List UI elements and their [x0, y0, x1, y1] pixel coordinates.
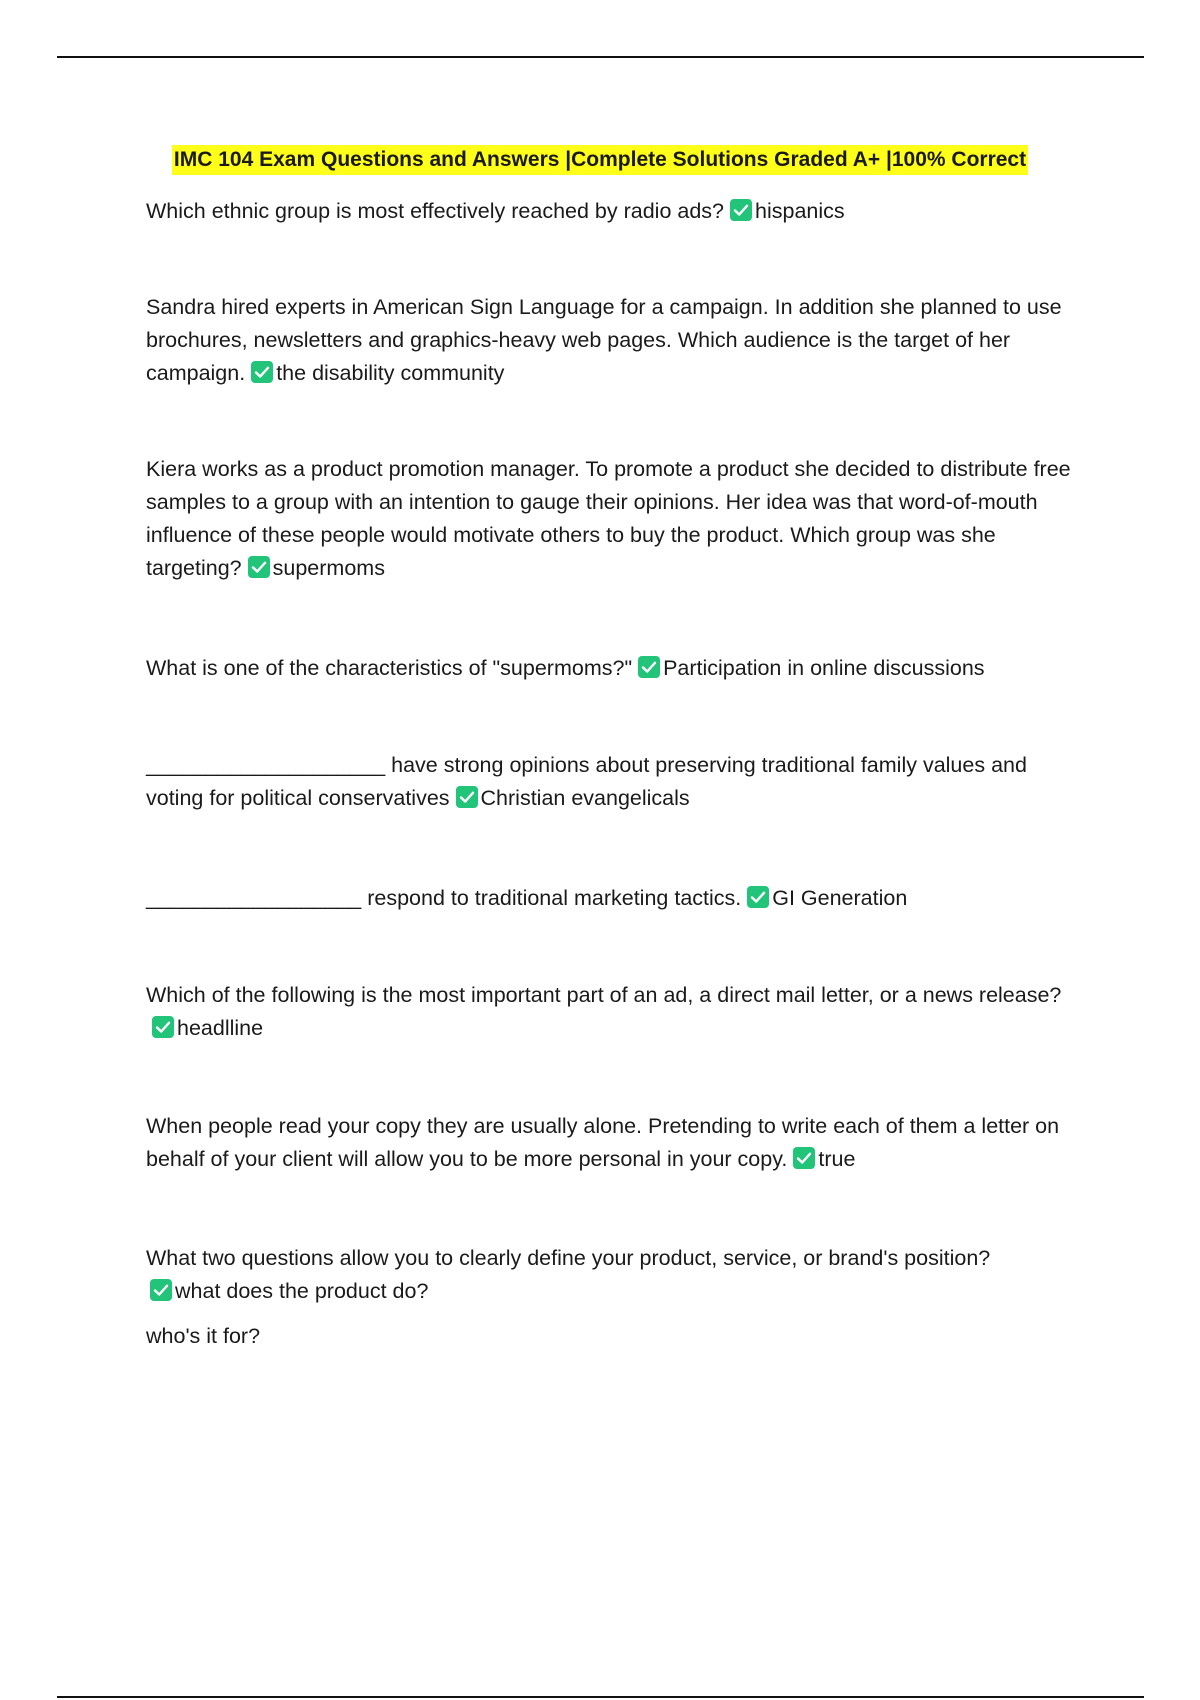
answer-text: Participation in online discussions — [663, 656, 985, 680]
question-text: Kiera works as a product promotion manager. To promote a product she decided to distribute free samples to a group with an intention to gauge their opinions. Her idea was that word-of-mouth influence of these people would motivate others to buy the product. Which group was she targeting? — [146, 457, 1071, 580]
answer-text: hispanics — [755, 199, 845, 223]
qa-item-5 — [146, 749, 1081, 815]
qa-item-1 — [146, 195, 1081, 228]
title-block — [0, 145, 1200, 175]
top-rule — [57, 56, 1144, 58]
qa-item-2 — [146, 291, 1081, 390]
qa-item-7 — [146, 979, 1081, 1045]
check-mark-icon — [251, 361, 273, 383]
answer-extra-text: who's it for? — [146, 1324, 261, 1348]
answer-text: GI Generation — [772, 886, 908, 910]
bottom-rule — [57, 1696, 1144, 1698]
answer-text: the disability community — [276, 361, 505, 385]
answer-text: Christian evangelicals — [480, 786, 690, 810]
check-mark-icon — [152, 1016, 174, 1038]
check-mark-icon — [747, 886, 769, 908]
question-text: What two questions allow you to clearly define your product, service, or brand's position? — [146, 1246, 991, 1270]
check-mark-icon — [150, 1279, 172, 1301]
qa-item-8 — [146, 1110, 1081, 1176]
check-mark-icon — [248, 556, 270, 578]
check-mark-icon — [730, 199, 752, 221]
check-mark-icon — [793, 1147, 815, 1169]
question-text: When people read your copy they are usually alone. Pretending to write each of them a letter on behalf of your client will allow you to be more personal in your copy. — [146, 1114, 1060, 1171]
question-text: Which ethnic group is most effectively reached by radio ads? — [146, 199, 725, 223]
check-mark-icon — [638, 656, 660, 678]
qa-item-9 — [146, 1242, 1081, 1353]
answer-text: supermoms — [272, 556, 385, 580]
question-text: What is one of the characteristics of "supermoms?" — [146, 656, 633, 680]
document-title: IMC 104 Exam Questions and Answers |Complete Solutions Graded A+ |100% Correct — [172, 145, 1028, 175]
question-text: ____________________ have strong opinions about preserving traditional family values and voting for political conservatives — [146, 753, 1027, 810]
question-text: Which of the following is the most important part of an ad, a direct mail letter, or a news release? — [146, 983, 1062, 1007]
question-text: __________________ respond to traditional marketing tactics. — [146, 886, 742, 910]
qa-item-6 — [146, 882, 1081, 915]
question-text: Sandra hired experts in American Sign Language for a campaign. In addition she planned to use brochures, newsletters and graphics-heavy web pages. Which audience is the target of her campaign. — [146, 295, 1062, 385]
answer-text: headlline — [177, 1016, 264, 1040]
qa-item-4 — [146, 652, 1081, 685]
check-mark-icon — [456, 786, 478, 808]
answer-text: true — [818, 1147, 856, 1171]
answer-text: what does the product do? — [175, 1279, 429, 1303]
qa-item-3 — [146, 453, 1081, 585]
